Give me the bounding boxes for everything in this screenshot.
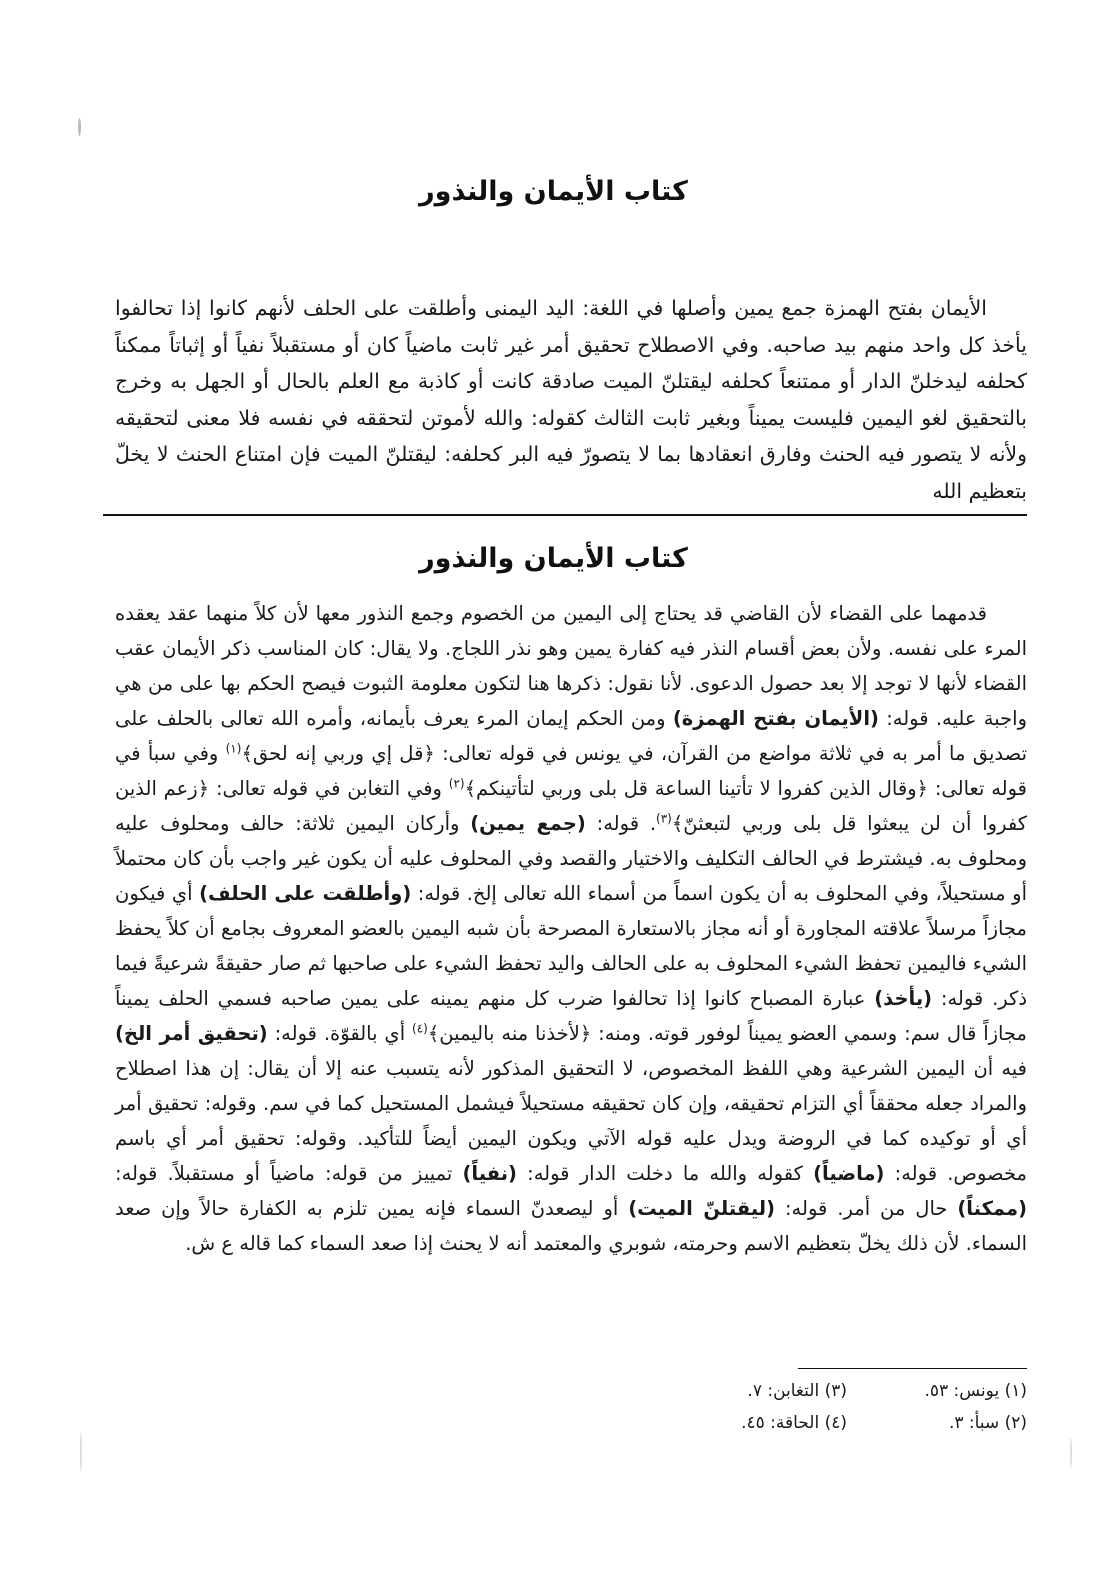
sharh-text: قدمهما على القضاء لأن القاضي قد يحتاج إلى اليمين من الخصوم وجمع النذور معها لأن كلاً منهما عقد يعقده المرء على نفسه. ولأن بعض أقسام النذر فيه كفارة يمين وهو نذر اللجاج. ولا يقال: كان المناسب ذكر الأيمان عقب القضاء لأنها لا توجد إلا بعد حصول الدعوى. لأنا نقول: ذكرها هنا لتكون معلومة الثبوت فيصح الحكم بها على من هي واجبة عليه. قوله: — [115, 602, 1028, 730]
footnote: (٣) التغابن: ٧. — [747, 1381, 847, 1401]
sharh-text: حال من أمر. قوله: — [775, 1197, 958, 1220]
sharh-lemma: (ماضياً) — [813, 1162, 885, 1185]
quran-quote: ﴿وقال الذين كفروا لا تأتينا الساعة قل بلى وربي لتأتينكم﴾ — [464, 777, 929, 800]
footnote-row — [667, 1375, 1027, 1407]
sharh-text: . قوله: — [585, 812, 657, 835]
footnotes — [667, 1375, 1027, 1439]
footnote-ref: (٤) — [412, 1021, 428, 1036]
sharh-text: وفي التغابن في قوله تعالى: — [209, 777, 449, 800]
sharh-text: وفي سبأ في قوله تعالى: — [115, 742, 1027, 800]
footnote: (٤) الحاقة: ٤٥. — [741, 1413, 847, 1433]
sharh-text: فيه أن اليمين الشرعية وهي اللفظ المخصوص، لا التحقيق المذكور لأنه يتسبب عنه إلا أن يقال: إن هذا اصطلاح والمراد جعله محققاً أي التزام تحقيقه، وإن كان تحقيقه مستحيلاً فيشمل المستحيل كما في سم. وقوله: تحقيق أمر أي أو توكيده كما في الروضة ويدل عليه قوله الآتي ويكون اليمين أيضاً للتأكيد. وقوله: تحقيق أمر أي باسم مخصوص. قوله: — [115, 1057, 1027, 1185]
scan-speck — [80, 1432, 82, 1472]
footnote-divider — [798, 1368, 1027, 1369]
sharh-text: أي بالقوّة. قوله: — [267, 1022, 413, 1045]
sharh-text: أي فيكون مجازاً مرسلاً علاقته المجاورة أو أنه مجاز بالاستعارة المصرحة بأن شبه اليمين بالعضو المعروف بجامع أن كلاً يحفظ الشيء فاليمين تحفظ الشيء المحلوف به على الحالف واليد تحفظ الشيء على صاحبها ثم صار حقيقةً شرعيةً فيما ذكر. قوله: — [115, 882, 1028, 1010]
sharh-lemma: (الأيمان بفتح الهمزة) — [672, 707, 879, 730]
sharh-text-block — [115, 596, 1027, 1261]
quran-quote: ﴿زعم الذين كفروا أن لن يبعثوا قل بلى وربي لتبعثنّ﴾ — [115, 777, 1027, 835]
sharh-paragraph — [115, 596, 1027, 1261]
matn-text-block — [115, 290, 1027, 509]
scan-speck — [1070, 1438, 1072, 1468]
sharh-chapter-title: كتاب الأيمان والنذور — [419, 543, 688, 574]
quran-quote: ﴿قل إي وربي إنه لحق﴾ — [241, 742, 435, 765]
sharh-text: ومن الحكم إيمان المرء يعرف بأيمانه، وأمره الله تعالى بالحلف على تصديق ما أمر به في ثلاثة مواضع من القرآن، في يونس في قوله تعالى: — [115, 707, 1027, 765]
footnote-ref: (٢) — [448, 776, 465, 791]
matn-sharh-divider — [103, 514, 1027, 516]
sharh-lemma: (نفياً) — [462, 1162, 517, 1185]
quran-quote: ﴿لأخذنا منه باليمين﴾ — [427, 1022, 592, 1045]
sharh-text: تمييز من قوله: ماضياً أو مستقبلاً. قوله: — [115, 1162, 463, 1185]
footnote-ref: (١) — [225, 741, 242, 756]
scan-speck — [78, 118, 81, 136]
matn-chapter-title: كتاب الأيمان والنذور — [419, 176, 688, 207]
sharh-lemma: (ليقتلنّ الميت) — [628, 1197, 776, 1220]
sharh-text: وأركان اليمين ثلاثة: حالف ومحلوف عليه ومحلوف به. فيشترط في الحالف التكليف والاختيار والقصد وفي المحلوف عليه أن يكون غير واجب بأن كان محتملاً أو مستحيلاً، وفي المحلوف به أن يكون اسماً من أسماء الله تعالى إلخ. قوله: — [115, 812, 1027, 905]
footnote-row — [667, 1407, 1027, 1439]
footnote: (١) يونس: ٥٣. — [924, 1381, 1027, 1401]
sharh-lemma: (جمع يمين) — [470, 812, 586, 835]
footnote-ref: (٣) — [656, 811, 672, 826]
sharh-text: عبارة المصباح كانوا إذا تحالفوا ضرب كل منهم يمينه على يمين صاحبه فسمي الحلف يميناً مجازاً قال سم: وسمي العضو يميناً لوفور قوته. ومنه: — [115, 987, 1028, 1045]
matn-paragraph: الأيمان بفتح الهمزة جمع يمين وأصلها في اللغة: اليد اليمنى وأطلقت على الحلف لأنهم كانوا إذا تحالفوا يأخذ كل واحد منهم بيد صاحبه. وفي الاصطلاح تحقيق أمر غير ثابت ماضياً كان أو مستقبلاً نفياً أو إثباتاً ممكناً كحلفه ليدخلنّ الدار أو ممتنعاً كحلفه ليقتلنّ الميت صادقة كانت أو كاذبة مع العلم بالحال أو الجهل به وخرج بالتحقيق لغو اليمين فليست يميناً وبغير ثابت الثالث كقوله: والله لأموتن لتحققه في نفسه فلا معنى لتحقيقه ولأنه لا يتصور فيه الحنث وفارق انعقادها بما لا يتصورّ فيه البر كحلفه: ليقتلنّ الميت فإن امتناع الحنث لا يخلّ بتعظيم الله — [115, 296, 1027, 503]
sharh-lemma: (يأخذ) — [874, 987, 933, 1010]
footnote: (٢) سبأ: ٣. — [948, 1413, 1027, 1433]
sharh-lemma: (تحقيق أمر الخ) — [115, 1022, 268, 1045]
sharh-lemma: (ممكناً) — [957, 1197, 1027, 1220]
sharh-lemma: (وأطلقت على الحلف) — [199, 882, 412, 905]
sharh-text: كقوله والله ما دخلت الدار قوله: — [516, 1162, 814, 1185]
sharh-text: أو ليصعدنّ السماء فإنه يمين تلزم به الكفارة حالاً وإن صعد السماء. لأن ذلك يخلّ بتعظيم الاسم وحرمته، شوبري والمعتمد أنه لا يحنث إذا صعد السماء كما قاله ع ش. — [115, 1197, 1027, 1255]
